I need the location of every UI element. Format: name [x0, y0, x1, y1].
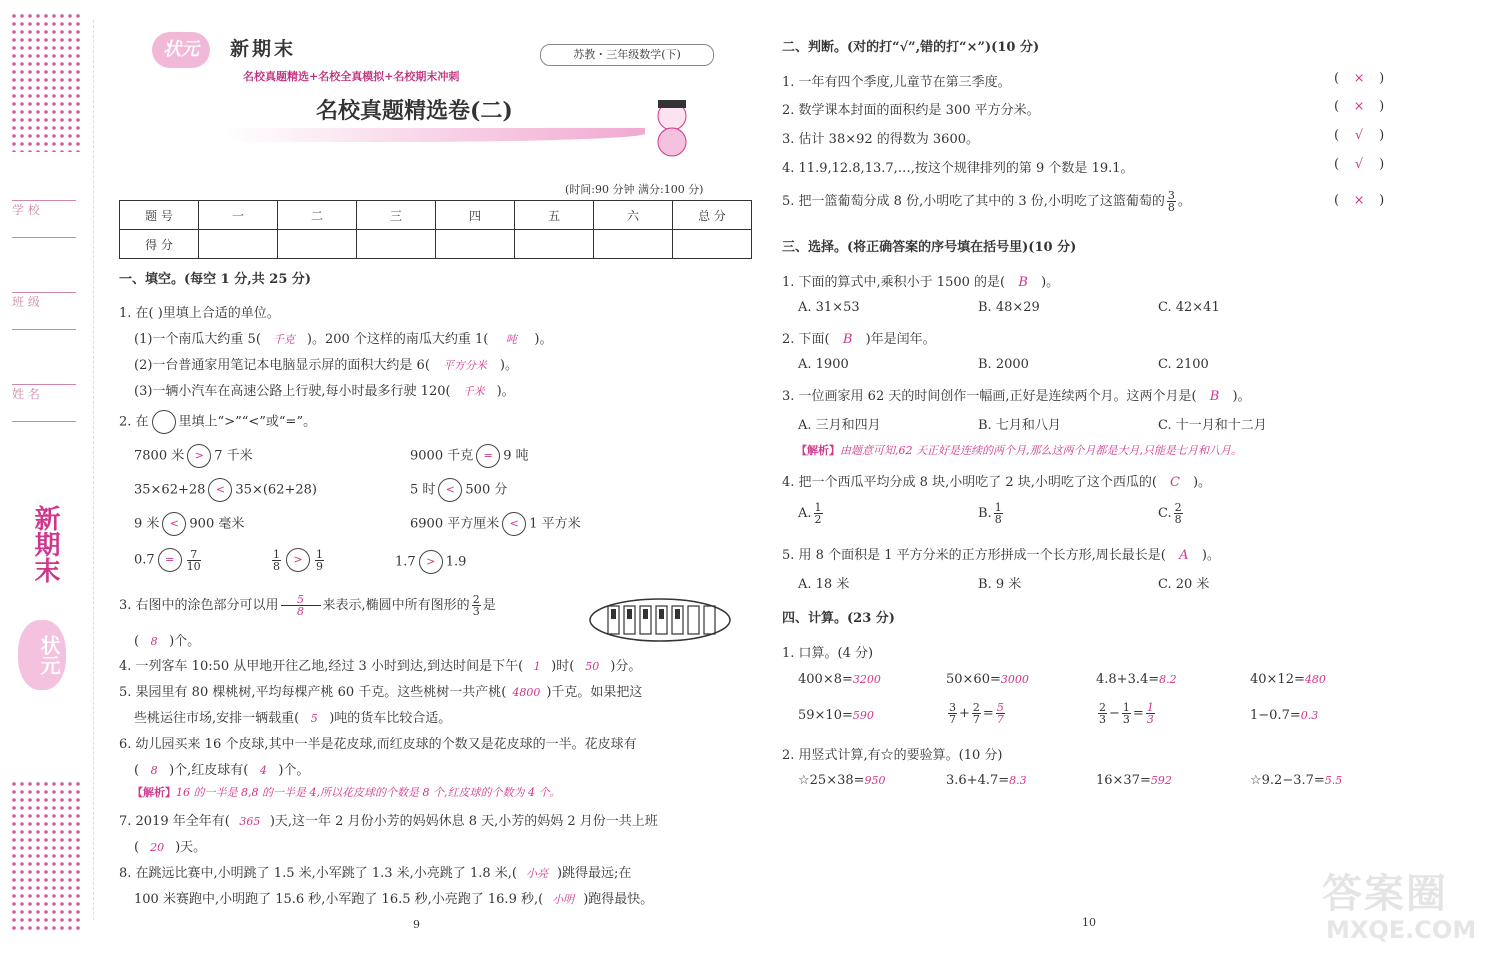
sidebar-logo-icon: 状元 — [18, 620, 66, 690]
compare-item: 9 米 < 900 毫米 — [134, 512, 244, 536]
judge-item: 1. 一年有四个季度,儿童节在第三季度。 — [782, 75, 1011, 90]
header-logo-icon: 状元 — [152, 32, 210, 68]
judge-answer[interactable]: ( × ) — [1334, 193, 1385, 208]
question: 2. 在 里填上“>”“<”或“=”。 — [119, 410, 316, 434]
question: (2)一台普通家用笔记本电脑显示屏的面积大约是 6( 平方分米 )。 — [134, 358, 518, 373]
fraction: $\frac{2}{3}$ — [472, 593, 480, 618]
dot-pattern-bottom — [10, 780, 80, 930]
choice-question: 2. 下面( B )年是闰年。 — [782, 332, 936, 347]
choice-question: 3. 一位画家用 62 天的时间创作一幅画,正好是连续两个月。这两个月是( B )。 — [782, 389, 1251, 404]
vertical-calc: ☆9.2−3.7=5.5 — [1250, 773, 1343, 788]
question: (1)一个南瓜大约重 5( 千克 )。200 个这样的南瓜大约重 1( 吨 )。 — [134, 332, 553, 347]
page-number-right: 10 — [1082, 916, 1096, 929]
option: C. $\frac{2}{8}$ — [1158, 501, 1182, 526]
table-cell: 四 — [436, 201, 515, 230]
compare-item: 35×62+28 < 35×(62+28) — [134, 478, 317, 502]
oral-calc: 4.8+3.4=8.2 — [1096, 672, 1177, 687]
table-cell: 五 — [515, 201, 594, 230]
question: 100 米赛跑中,小明跑了 15.6 秒,小军跑了 16.5 秒,小亮跑了 16.9 秒,( 小明 )跑得最快。 — [134, 892, 654, 907]
score-input[interactable] — [673, 230, 752, 259]
section1-heading: 一、填空。(每空 1 分,共 25 分) — [119, 272, 312, 287]
judge-item: 5. 把一篮葡萄分成 8 份,小明吃了其中的 3 份,小明吃了这篮葡萄的 $\frac{3}{8}$ 。 — [782, 189, 1191, 214]
vertical-calc: ☆25×38=950 — [798, 773, 886, 788]
compare-item: 0.7 = $\frac{7}{10}$ — [134, 547, 201, 573]
watermark-logo: 答案圈 — [1322, 871, 1448, 917]
watermark-url: MXQE.COM — [1326, 916, 1477, 944]
question: ( 8 )个。 — [134, 634, 201, 649]
page-number-left: 9 — [413, 918, 420, 931]
score-input[interactable] — [199, 230, 278, 259]
option: B. 七月和八月 — [978, 418, 1061, 433]
vertical-calc: 16×37=592 — [1096, 773, 1172, 788]
table-cell: 六 — [594, 201, 673, 230]
choice-question: 1. 下面的算式中,乘积小于 1500 的是( B )。 — [782, 275, 1060, 290]
question: 5. 果园里有 80 棵桃树,平均每棵产桃 60 千克。这些桃树一共产桃( 4800 )千克。如果把这 — [119, 685, 643, 700]
table-cell: 题 号 — [120, 201, 199, 230]
compare-item: 6900 平方厘米 < 1 平方米 — [410, 512, 581, 536]
table-cell: 得 分 — [120, 230, 199, 259]
fraction: $\frac{1}{9}$ — [316, 547, 323, 573]
answer-circle[interactable]: < — [208, 478, 232, 502]
name-field[interactable]: 姓 名 — [12, 384, 76, 422]
judge-answer[interactable]: ( × ) — [1334, 71, 1385, 86]
sub-heading: 1. 口算。(4 分) — [782, 646, 874, 661]
class-field[interactable]: 班 级 — [12, 292, 76, 330]
oral-calc: $\frac{3}{7}$ + $\frac{2}{7}$ = $\frac{5}{7}$ — [949, 701, 1004, 726]
option: C. 十一月和十二月 — [1158, 418, 1267, 433]
judge-item: 4. 11.9,12.8,13.7,…,按这个规律排列的第 9 个数是 19.1。 — [782, 161, 1134, 176]
option: A. 1900 — [798, 357, 849, 372]
question: 3. 右图中的涂色部分可以用 $\frac{5}{8}$ 来表示,椭圆中所有图形的 $\frac{2}{3}$ 是 — [119, 593, 496, 618]
score-input[interactable] — [436, 230, 515, 259]
option: B. 9 米 — [978, 577, 1022, 592]
section4-heading: 四、计算。(23 分) — [782, 611, 895, 626]
option: A. 18 米 — [798, 577, 850, 592]
explanation: 【解析】由题意可知,62 天正好是连续的两个月,那么这两个月都是大月,只能是七月和八月。 — [796, 444, 1242, 457]
compare-item — [270, 548, 326, 572]
tagline: 名校真题精选+名校全真模拟+名校期末冲刺 — [243, 70, 460, 83]
option: C. 20 米 — [1158, 577, 1210, 592]
option: C. 42×41 — [1158, 300, 1220, 315]
option: A. 31×53 — [798, 300, 860, 315]
mascot-icon — [648, 96, 696, 158]
explanation: 【解析】16 的一半是 8,8 的一半是 4,所以花皮球的个数是 8 个,红皮球的个数为 4 个。 — [132, 786, 561, 799]
table-cell: 三 — [357, 201, 436, 230]
table-cell: 二 — [278, 201, 357, 230]
judge-answer[interactable]: ( √ ) — [1334, 157, 1385, 172]
choice-question: 4. 把一个西瓜平均分成 8 块,小明吃了 2 块,小明吃了这个西瓜的( C )。 — [782, 475, 1212, 490]
blank-circle — [152, 410, 176, 434]
answer-circle[interactable]: > — [286, 548, 310, 572]
score-input[interactable] — [357, 230, 436, 259]
option: B. $\frac{1}{8}$ — [978, 501, 1002, 526]
oral-calc: 50×60=3000 — [946, 672, 1029, 687]
time-info: (时间:90 分钟 满分:100 分) — [565, 183, 704, 196]
oral-calc: 1−0.7=0.3 — [1250, 708, 1319, 723]
answer-circle[interactable]: > — [419, 550, 443, 574]
dot-pattern-top — [10, 12, 80, 152]
score-input[interactable] — [515, 230, 594, 259]
oral-calc: $\frac{2}{3}$ − $\frac{1}{3}$ = $\frac{1}{3}$ — [1099, 701, 1154, 726]
compare-item: 7800 米 > 7 千米 — [134, 444, 253, 468]
question: 7. 2019 年全年有( 365 )天,这一年 2 月份小芳的妈妈休息 8 天,小芳的妈妈 2 月份一共上班 — [119, 814, 658, 829]
table-cell: 一 — [199, 201, 278, 230]
question: ( 20 )天。 — [134, 840, 207, 855]
compare-item: 9000 千克 = 9 吨 — [410, 444, 529, 468]
answer-circle[interactable]: < — [438, 478, 462, 502]
option: C. 2100 — [1158, 357, 1209, 372]
school-field[interactable]: 学 校 — [12, 200, 76, 238]
answer-circle[interactable]: > — [187, 444, 211, 468]
fraction-answer[interactable]: $\frac{5}{8}$ — [281, 594, 321, 617]
page-title: 名校真题精选卷(二) — [316, 98, 513, 124]
fraction: $\frac{7}{10}$ — [186, 547, 201, 573]
option: B. 2000 — [978, 357, 1029, 372]
fraction: $\frac{1}{8}$ — [273, 547, 280, 573]
question: ( 8 )个,红皮球有( 4 )个。 — [134, 763, 310, 778]
choice-question: 5. 用 8 个面积是 1 平方分米的正方形拼成一个长方形,周长最长是( A )。 — [782, 548, 1220, 563]
option: A. $\frac{1}{2}$ — [798, 501, 822, 526]
oral-calc: 400×8=3200 — [798, 672, 881, 687]
judge-item: 2. 数学课本封面的面积约是 300 平方分米。 — [782, 103, 1040, 118]
oral-calc: 59×10=590 — [798, 708, 874, 723]
score-input[interactable] — [278, 230, 357, 259]
answer-circle[interactable]: < — [502, 512, 526, 536]
option: A. 三月和四月 — [798, 418, 881, 433]
question: 1. 在( )里填上合适的单位。 — [119, 306, 280, 321]
compare-item: 5 时 < 500 分 — [410, 478, 507, 502]
section3-heading: 三、选择。(将正确答案的序号填在括号里)(10 分) — [782, 240, 1077, 255]
oral-calc: 40×12=480 — [1250, 672, 1326, 687]
option: B. 48×29 — [978, 300, 1040, 315]
question: (3)一辆小汽车在高速公路上行驶,每小时最多行驶 120( 千米 )。 — [134, 384, 515, 399]
question: 8. 在跳远比赛中,小明跳了 1.5 米,小军跳了 1.3 米,小亮跳了 1.8 米,( 小亮 )跳得最远;在 — [119, 866, 632, 881]
sidebar-vertical-brand: 新期末 — [30, 505, 60, 583]
compare-item: 1.7 > 1.9 — [395, 550, 466, 574]
question: 4. 一列客车 10:50 从甲地开往乙地,经过 3 小时到达,到达时间是下午( 1 )时( 50 )分。 — [119, 659, 642, 674]
section2-heading: 二、判断。(对的打“√”,错的打“×”)(10 分) — [782, 40, 1040, 55]
question: 6. 幼儿园买来 16 个皮球,其中一半是花皮球,而红皮球的个数又是花皮球的一半。花皮球有 — [119, 737, 637, 752]
question: 些桃运往市场,安排一辆载重( 5 )吨的货车比较合适。 — [134, 711, 452, 726]
judge-answer[interactable]: ( √ ) — [1334, 128, 1385, 143]
fraction: $\frac{3}{8}$ — [1167, 189, 1175, 214]
table-cell: 总 分 — [673, 201, 752, 230]
vertical-calc: 3.6+4.7=8.3 — [946, 773, 1027, 788]
binding-line — [93, 20, 94, 920]
answer-circle[interactable]: < — [162, 512, 186, 536]
title-underline — [225, 128, 645, 142]
ellipse-figure — [588, 597, 732, 643]
sub-heading: 2. 用竖式计算,有☆的要验算。(10 分) — [782, 748, 1003, 763]
answer-circle[interactable]: = — [158, 548, 182, 572]
score-input[interactable] — [594, 230, 673, 259]
grade-tag: 苏教・三年级数学(下) — [540, 44, 714, 66]
answer-circle[interactable]: = — [476, 444, 500, 468]
judge-answer[interactable]: ( × ) — [1334, 99, 1385, 114]
score-table — [119, 200, 752, 259]
judge-item: 3. 估计 38×92 的得数为 3600。 — [782, 132, 979, 147]
brand-title: 新期末 — [230, 38, 297, 60]
